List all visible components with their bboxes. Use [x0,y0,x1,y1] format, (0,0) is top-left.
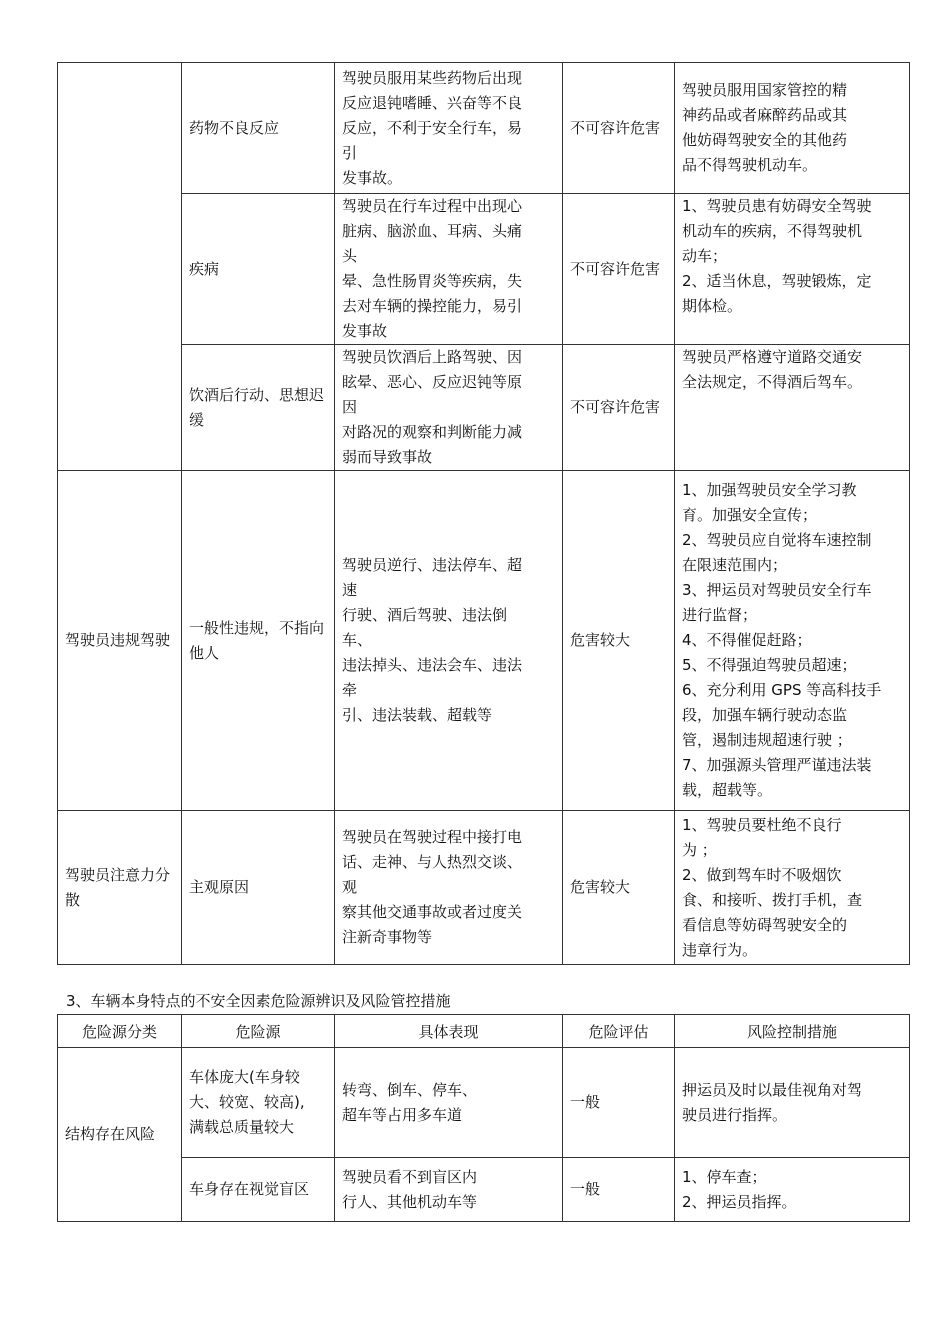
text-line: 行人、其他机动车等 [342,1192,478,1211]
text-line: 食、和接听、拨打手机，查 [682,890,863,909]
text-line: 2、押运员指挥。 [682,1192,797,1211]
assessment-cell: 一般 [563,1158,675,1222]
text-line: 全法规定，不得酒后驾车。 [682,373,863,391]
text-line: 1、停车查； [682,1167,767,1186]
measures-cell [675,1158,910,1222]
manifestation-cell [335,1048,563,1158]
text-line: 满载总质量较大 [189,1118,295,1136]
category-cell: 结构存在风险 [58,1048,182,1222]
text-line: 6、充分利用 GPS 等高科技手 [682,681,882,699]
measures-cell [675,811,910,965]
text-line: 驾驶员在驾驶过程中接打电 [342,828,523,846]
text-line: 行驶、酒后驾驶、违法倒 [342,606,508,624]
hazard-source-cell: 一般性违规，不指向他人 [182,471,335,811]
hazard-source-cell [182,1048,335,1158]
hazard-table-vehicle [57,1014,910,1222]
text-line: 牵 [342,681,358,699]
text-line: 驶员进行指挥。 [682,1105,788,1124]
text-line: 2、驾驶员应自觉将车速控制 [682,531,872,549]
manifestation-cell [335,63,563,194]
assessment-cell: 不可容许危害 [563,345,675,471]
text-line: 在限速范围内； [682,556,788,574]
manifestation-cell [335,811,563,965]
text-line: 品不得驾驶机动车。 [682,156,818,174]
text-line: 1、驾驶员患有妨碍安全驾驶 [682,197,872,215]
text-line: 转弯、倒车、停车、 [342,1080,478,1099]
text-line: 动车； [682,247,728,265]
text-line: 大、较宽、较高), [189,1093,305,1111]
text-line: 机动车的疾病，不得驾驶机 [682,222,863,240]
text-line: 因 [342,398,358,416]
assessment-cell: 一般 [563,1048,675,1158]
text-line: 驾驶员在行车过程中出现心 [342,197,523,215]
hazard-source-cell: 主观原因 [182,811,335,965]
column-header: 风险控制措施 [675,1015,910,1048]
text-line: 对路况的观察和判断能力减 [342,423,523,441]
column-header: 危险源分类 [58,1015,182,1048]
text-line: 1、驾驶员要杜绝不良行 [682,815,842,834]
text-line: 驾驶员看不到盲区内 [342,1167,478,1186]
assessment-cell: 危害较大 [563,811,675,965]
assessment-cell: 危害较大 [563,471,675,811]
text-line: 违法掉头、违法会车、违法 [342,656,523,674]
text-line: 晕、急性肠胃炎等疾病，失 [342,272,523,290]
assessment-cell: 不可容许危害 [563,194,675,345]
manifestation-cell [335,471,563,811]
table-row [58,811,910,965]
text-line: 话、走神、与人热烈交谈、 [342,853,523,871]
category-cell [58,63,182,471]
text-line: 他妨碍驾驶安全的其他药 [682,131,848,149]
text-line: 车身存在视觉盲区 [189,1180,310,1198]
text-line: 反应退钝嗜睡、兴奋等不良 [342,93,523,112]
text-line: 1、加强驾驶员安全学习教 [682,481,857,499]
text-line: 注新奇事物等 [342,928,433,946]
text-line: 期体检。 [682,297,743,315]
table-row [58,471,910,811]
text-line: 载，超载等。 [682,781,773,799]
category-cell: 驾驶员注意力分散 [58,811,182,965]
text-line: 5、不得强迫驾驶员超速； [682,656,857,674]
table-row [58,345,910,471]
hazard-source-cell: 疾病 [182,194,335,345]
text-line: 驾驶员严格遵守道路交通安 [682,348,863,366]
text-line: 驾驶员服用国家管控的精 [682,81,848,99]
text-line: 去对车辆的操控能力，易引 [342,297,523,315]
text-line: 引 [342,143,358,162]
column-header: 具体表现 [335,1015,563,1048]
measures-cell [675,471,910,811]
text-line: 驾驶员逆行、违法停车、超 [342,556,523,574]
text-line: 引、违法装载、超载等 [342,706,493,724]
category-cell: 驾驶员违规驾驶 [58,471,182,811]
table-row [58,1048,910,1158]
text-line: 眩晕、恶心、反应迟钝等原 [342,373,523,391]
manifestation-cell [335,345,563,471]
text-line: 看信息等妨碍驾驶安全的 [682,915,848,934]
text-line: 4、不得催促赶路； [682,631,812,649]
text-line: 驾驶员饮酒后上路驾驶、因 [342,348,523,366]
text-line: 2、适当休息，驾驶锻炼，定 [682,272,872,290]
text-line: 押运员及时以最佳视角对驾 [682,1080,863,1099]
column-header: 危险评估 [563,1015,675,1048]
table-row [58,1158,910,1222]
text-line: 车体庞大(车身较 [189,1068,300,1086]
text-line: 进行监督； [682,606,758,624]
text-line: 头 [342,247,358,265]
table-row [58,194,910,345]
assessment-cell: 不可容许危害 [563,63,675,194]
manifestation-cell [335,194,563,345]
text-line: 3、押运员对驾驶员安全行车 [682,581,872,599]
text-line: 发事故。 [342,168,403,187]
hazard-table-driver [57,62,910,965]
text-line: 车、 [342,631,373,649]
text-line: 为 ； [682,840,717,859]
text-line: 育。加强安全宣传； [682,506,818,524]
text-line: 速 [342,581,358,599]
text-line: 违章行为。 [682,940,758,959]
manifestation-cell [335,1158,563,1222]
section-title: 3、车辆本身特点的不安全因素危险源辨识及风险管控措施 [66,992,451,1010]
text-line: 超车等占用多车道 [342,1105,463,1124]
hazard-source-cell [182,1158,335,1222]
measures-cell [675,1048,910,1158]
text-line: 驾驶员服用某些药物后出现 [342,68,523,87]
table-row [58,63,910,194]
text-line: 段，加强车辆行驶动态监 [682,706,848,724]
header-row [58,1015,910,1048]
hazard-source-cell: 饮酒后行动、思想迟缓 [182,345,335,471]
text-line: 2、做到驾车时不吸烟饮 [682,865,842,884]
text-line: 发事故 [342,322,388,340]
text-line: 管，遏制违规超速行驶 ； [682,731,852,749]
measures-cell [675,194,910,345]
text-line: 察其他交通事故或者过度关 [342,903,523,921]
text-line: 7、加强源头管理严谨违法装 [682,756,872,774]
hazard-source-cell: 药物不良反应 [182,63,335,194]
text-line: 脏病、脑淤血、耳病、头痛 [342,222,523,240]
column-header: 危险源 [182,1015,335,1048]
text-line: 观 [342,878,358,896]
text-line: 弱而导致事故 [342,448,433,466]
measures-cell [675,63,910,194]
text-line: 神药品或者麻醉药品或其 [682,106,848,124]
measures-cell [675,345,910,471]
text-line: 反应，不利于安全行车，易 [342,118,523,137]
